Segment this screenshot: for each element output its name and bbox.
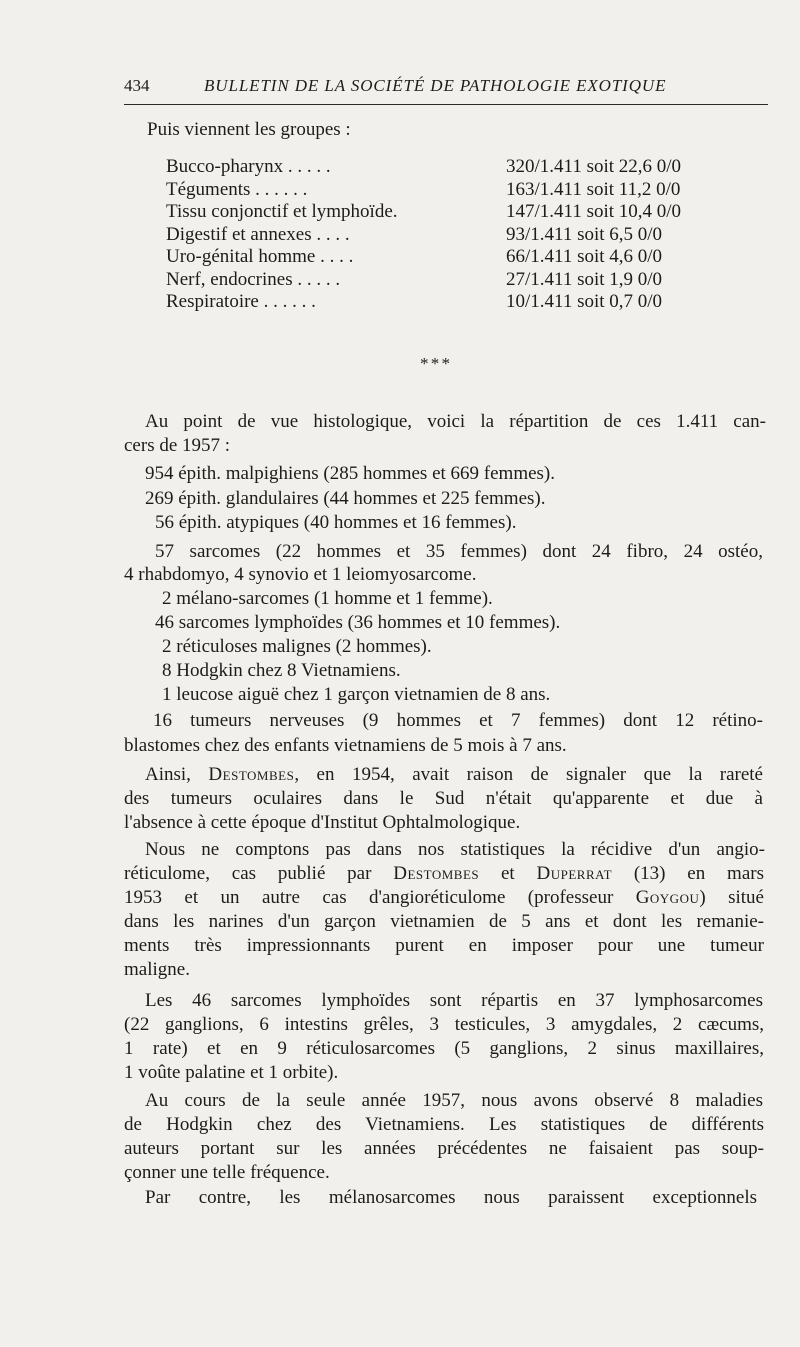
histology-item: 16 tumeurs nerveuses (9 hommes et 7 femmes) dont 12 rétino-: [153, 710, 763, 731]
paragraph-line: [124, 886, 764, 910]
group-name: Tissu conjonctif et lymphoïde.: [166, 201, 398, 222]
text-run: et: [479, 863, 537, 884]
paragraph-line: de Hodgkin chez des Vietnamiens. Les statistiques de différents: [124, 1114, 764, 1135]
header-rule: [124, 104, 768, 105]
groups-table: [166, 156, 766, 314]
table-row: [166, 179, 766, 202]
group-value: 27/1.411 soit 1,9 0/0: [506, 268, 663, 290]
paragraph-line: Par contre, les mélanosarcomes nous paraissent exceptionnels: [145, 1187, 757, 1208]
histology-item: 1 leucose aiguë chez 1 garçon vietnamien de 8 ans.: [162, 684, 551, 705]
histology-item: 4 rhabdomyo, 4 synovio et 1 leiomyosarcome.: [124, 564, 477, 585]
paragraph-line: Les 46 sarcomes lymphoïdes sont répartis en 37 lymphosarcomes: [145, 990, 763, 1011]
histology-item: 56 épith. atypiques (40 hommes et 16 femmes).: [155, 512, 517, 533]
running-title: BULLETIN DE LA SOCIÉTÉ DE PATHOLOGIE EXOTIQUE: [204, 76, 667, 95]
text-run: ) situé: [699, 887, 764, 908]
group-value: 66/1.411 soit 4,6 0/0: [506, 246, 663, 267]
histology-item: 2 mélano-sarcomes (1 homme et 1 femme).: [162, 588, 493, 609]
paragraph-line: 1 rate) et en 9 réticulosarcomes (5 ganglions, 2 sinus maxillaires,: [124, 1038, 764, 1059]
paragraph-line: (22 ganglions, 6 intestins grêles, 3 testicules, 3 amygdales, 2 cæcums,: [124, 1014, 764, 1035]
histology-item: 46 sarcomes lymphoïdes (36 hommes et 10 femmes).: [155, 612, 561, 633]
running-header: [124, 76, 768, 102]
asterism: * * *: [420, 354, 449, 373]
groups-intro: Puis viennent les groupes :: [147, 119, 351, 140]
paragraph-line: l'absence à cette époque d'Institut Ophtalmologique.: [124, 812, 521, 833]
paragraph-line: 1 voûte palatine et 1 orbite).: [124, 1062, 339, 1083]
text-run: (13) en mars: [612, 863, 764, 884]
group-name: Nerf, endocrines . . . . .: [166, 268, 341, 290]
histology-item: 2 réticuloses malignes (2 hommes).: [162, 636, 432, 657]
group-name: Téguments . . . . . .: [166, 178, 308, 200]
group-value: 147/1.411 soit 10,4 0/0: [506, 201, 682, 222]
section-separator: [420, 346, 456, 382]
author-name: Destombes: [393, 863, 480, 884]
group-name: Respiratoire . . . . . .: [166, 291, 316, 312]
paragraph-line: [145, 763, 763, 787]
paragraph-line: Nous ne comptons pas dans nos statistiques la récidive d'un angio-: [145, 839, 765, 860]
page-number: 434: [124, 76, 150, 95]
group-value: 320/1.411 soit 22,6 0/0: [506, 156, 682, 177]
author-name: Destombes: [208, 764, 295, 785]
text-run: 1953 et un autre cas d'angioréticulome (professeur: [124, 887, 636, 908]
paragraph-line: ments très impressionnants purent en imposer pour une tumeur: [124, 935, 764, 956]
text-run: réticulome, cas publié par: [124, 863, 394, 884]
histology-item: 8 Hodgkin chez 8 Vietnamiens.: [162, 660, 401, 681]
table-row: [166, 201, 766, 224]
paragraph-line: maligne.: [124, 959, 190, 980]
table-row: [166, 291, 766, 314]
histology-item: blastomes chez des enfants vietnamiens de 5 mois à 7 ans.: [124, 735, 567, 756]
histology-item: 269 épith. glandulaires (44 hommes et 225 femmes).: [145, 488, 546, 509]
table-row: [166, 156, 766, 179]
group-value: 10/1.411 soit 0,7 0/0: [506, 291, 663, 312]
group-name: Bucco-pharynx . . . . .: [166, 156, 331, 177]
paragraph-line: Au cours de la seule année 1957, nous avons observé 8 maladies: [145, 1090, 763, 1111]
histology-intro-line: Au point de vue histologique, voici la répartition de ces 1.411 can-: [145, 411, 766, 432]
histology-item: 57 sarcomes (22 hommes et 35 femmes) dont 24 fibro, 24 ostéo,: [155, 541, 763, 562]
text-run: , en 1954, avait raison de signaler que la rareté: [294, 764, 763, 785]
histology-item: 954 épith. malpighiens (285 hommes et 669 femmes).: [145, 463, 556, 484]
group-name: Digestif et annexes . . . .: [166, 223, 350, 245]
paragraph-line: auteurs portant sur les années précédentes ne faisaient pas soup-: [124, 1138, 764, 1159]
paragraph-line: des tumeurs oculaires dans le Sud n'était qu'apparente et due à: [124, 788, 763, 809]
table-row: [166, 269, 766, 292]
author-name: Goygou: [635, 887, 700, 908]
paragraph-line: çonner une telle fréquence.: [124, 1162, 330, 1183]
paragraph-line: dans les narines d'un garçon vietnamien de 5 ans et dont les remanie-: [124, 911, 764, 932]
table-row: [166, 224, 766, 247]
group-value: 163/1.411 soit 11,2 0/0: [506, 178, 681, 200]
text-run: Ainsi,: [145, 764, 209, 785]
histology-intro-line: cers de 1957 :: [124, 435, 231, 456]
paragraph-line: [124, 862, 764, 886]
group-name: Uro-génital homme . . . .: [166, 246, 354, 267]
author-name: Duperrat: [536, 863, 613, 884]
table-row: [166, 246, 766, 269]
group-value: 93/1.411 soit 6,5 0/0: [506, 223, 663, 245]
